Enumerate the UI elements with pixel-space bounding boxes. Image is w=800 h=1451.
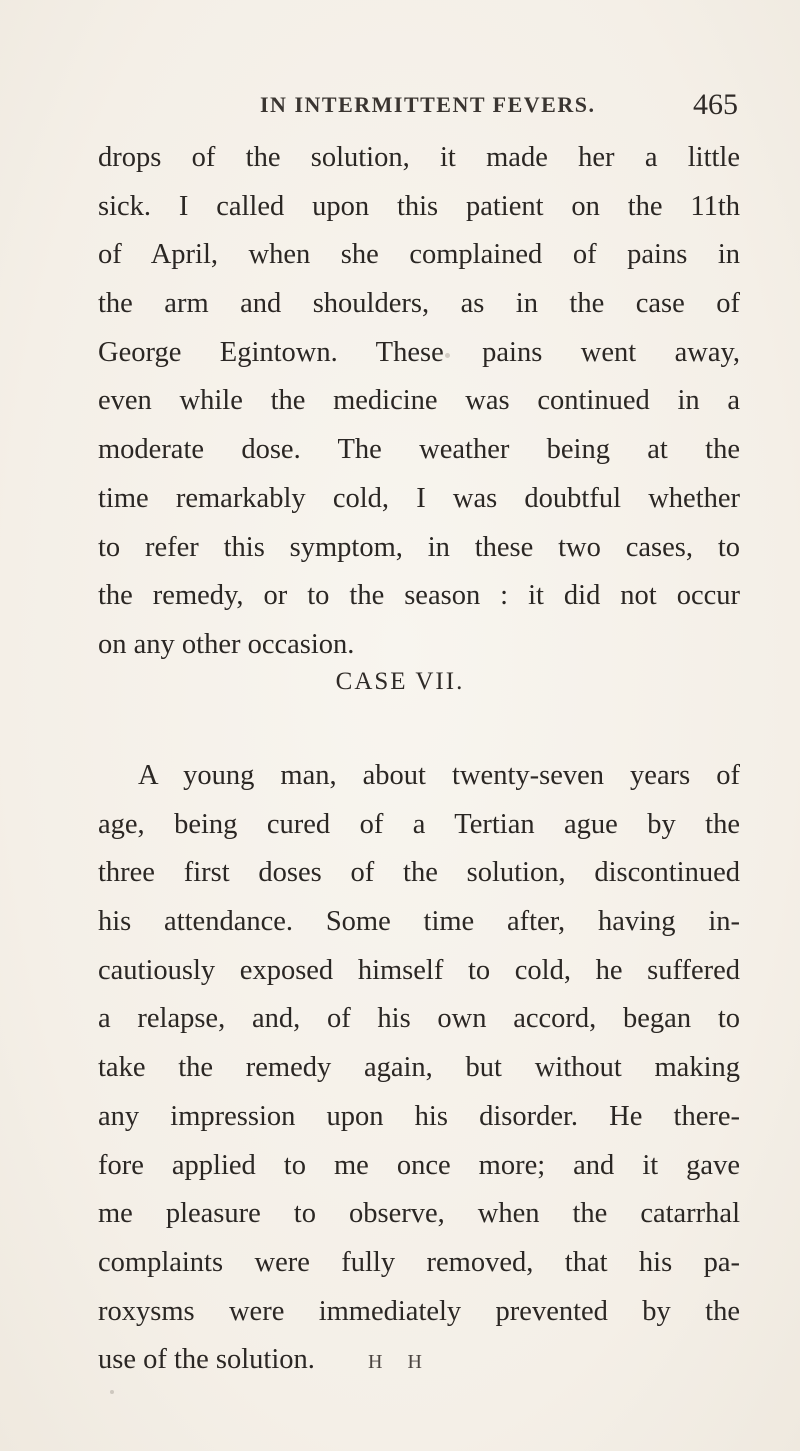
text-line: of April, when she complained of pains in — [98, 239, 740, 271]
case-paragraph — [98, 752, 740, 1385]
text-line: me pleasure to observe, when the catarrhal — [98, 1198, 740, 1230]
text-line: moderate dose. The weather being at the — [98, 434, 740, 466]
text-line: time remarkably cold, I was doubtful whether — [98, 482, 740, 514]
text-line: roxysms were immediately prevented by the — [98, 1295, 740, 1327]
page-number: 465 — [693, 88, 738, 121]
text-line: use of the solution. — [98, 1344, 315, 1376]
text-line: cautiously exposed himself to cold, he suffered — [98, 954, 740, 986]
text-line: any impression upon his disorder. He there- — [98, 1100, 740, 1132]
paper-speck — [110, 1390, 114, 1394]
text-line: George Egintown. These pains went away, — [98, 336, 740, 368]
text-line: the remedy, or to the season : it did not occur — [98, 580, 740, 612]
text-line: age, being cured of a Tertian ague by the — [98, 808, 740, 840]
text-line: on any other occasion. — [98, 628, 355, 660]
text-line: take the remedy again, but without making — [98, 1052, 740, 1084]
case-heading: CASE VII. — [335, 668, 465, 695]
text-line: to refer this symptom, in these two cases, to — [98, 531, 740, 563]
text-line: three first doses of the solution, discontinued — [98, 857, 740, 889]
paper-speck — [445, 353, 450, 358]
text-line: A young man, about twenty-seven years of — [138, 760, 740, 791]
running-title: IN INTERMITTENT FEVERS. — [260, 92, 596, 117]
running-head — [98, 88, 738, 132]
text-line: sick. I called upon this patient on the 11th — [98, 190, 740, 222]
paragraph-continuation — [98, 134, 740, 670]
text-line: fore applied to me once more; and it gave — [98, 1149, 740, 1181]
text-line: his attendance. Some time after, having in- — [98, 906, 740, 938]
text-line: even while the medicine was continued in a — [98, 385, 740, 417]
text-line: the arm and shoulders, as in the case of — [98, 288, 740, 320]
text-line: drops of the solution, it made her a little — [98, 142, 740, 173]
text-line: a relapse, and, of his own accord, began to — [98, 1003, 740, 1035]
text-line: complaints were fully removed, that his pa- — [98, 1246, 740, 1278]
signature-mark: H H — [368, 1351, 432, 1373]
